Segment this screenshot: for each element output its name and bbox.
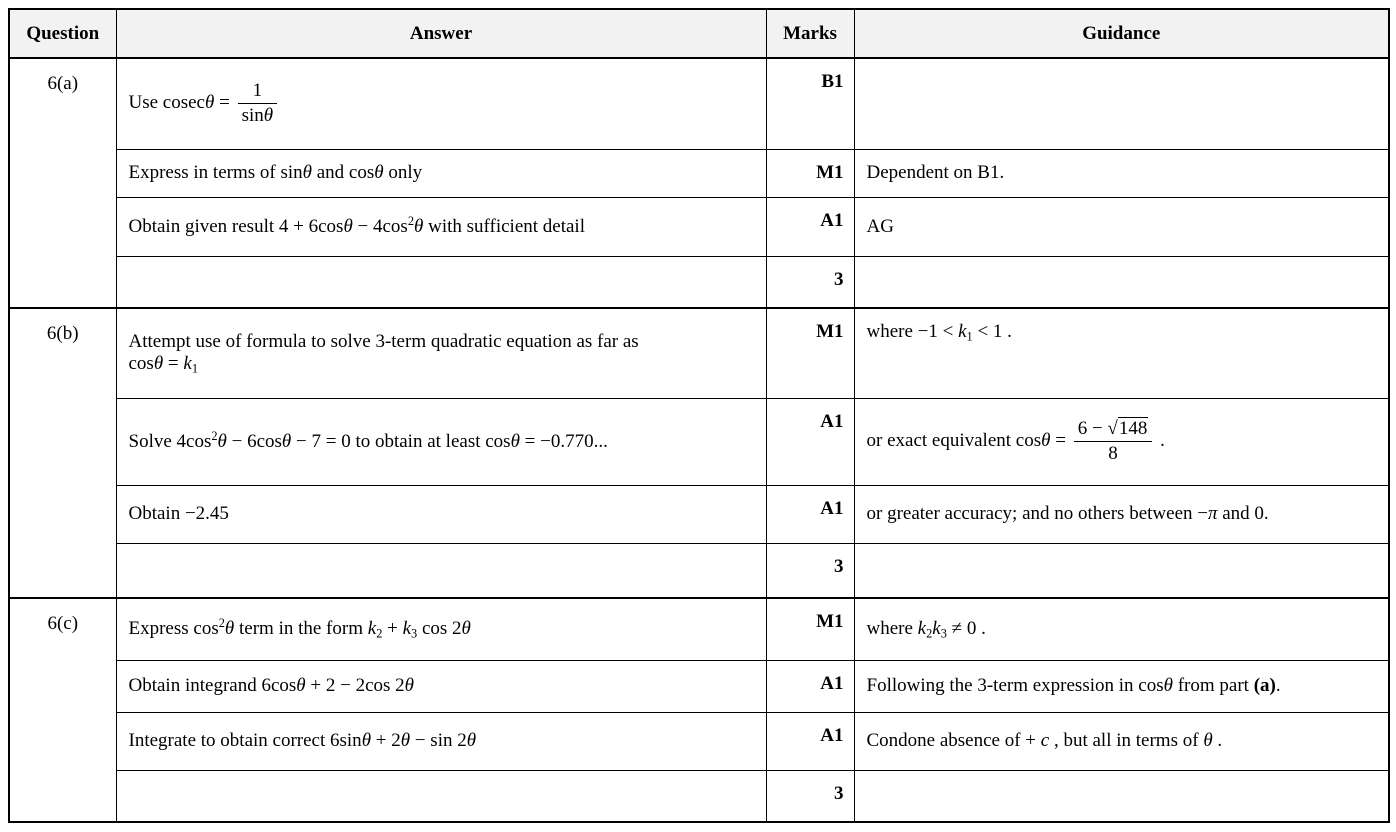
marks-cell: A1 (766, 197, 854, 256)
guidance-cell (854, 58, 1389, 149)
marks-cell: M1 (766, 149, 854, 197)
marks-total-cell: 3 (766, 256, 854, 308)
question-label-6a: 6(a) (9, 58, 116, 308)
marks-cell: A1 (766, 485, 854, 543)
total-row (9, 256, 1389, 308)
table-row (9, 485, 1389, 543)
question-label-6b: 6(b) (9, 308, 116, 598)
marks-cell: A1 (766, 398, 854, 485)
marks-total-cell: 3 (766, 770, 854, 822)
answer-cell: Obtain given result $4 + 6\cos\theta - 4\cos^2\theta$ with sufficient detail (116, 197, 766, 256)
table-row (9, 660, 1389, 712)
header-question: Question (9, 9, 116, 58)
guidance-cell: where $k_2k_3 \ne 0$ . (854, 598, 1389, 660)
guidance-cell: Following the 3-term expression in cosθ from part (a). (854, 660, 1389, 712)
table-row (9, 58, 1389, 149)
question-label-6c: 6(c) (9, 598, 116, 822)
answer-cell: Obtain −2.45 (116, 485, 766, 543)
answer-cell (116, 770, 766, 822)
guidance-cell: or greater accuracy; and no others between −π and 0. (854, 485, 1389, 543)
header-answer: Answer (116, 9, 766, 58)
table-row (9, 598, 1389, 660)
guidance-cell: AG (854, 197, 1389, 256)
marks-total-cell: 3 (766, 543, 854, 598)
guidance-cell (854, 770, 1389, 822)
answer-cell: Integrate to obtain correct 6sinθ + 2θ − sin 2θ (116, 712, 766, 770)
guidance-cell: or exact equivalent cosθ = $\frac{6 - √148}{8}$ . (854, 398, 1389, 485)
guidance-cell (854, 256, 1389, 308)
marks-cell: M1 (766, 598, 854, 660)
answer-cell (116, 543, 766, 598)
header-guidance: Guidance (854, 9, 1389, 58)
answer-cell: Solve $4\cos^2\theta - 6\cos\theta - 7 = 0$ to obtain at least cosθ = −0.770... (116, 398, 766, 485)
table-row (9, 197, 1389, 256)
answer-cell: Express in terms of sinθ and cosθ only (116, 149, 766, 197)
marks-cell: M1 (766, 308, 854, 398)
table-row (9, 712, 1389, 770)
table-row (9, 149, 1389, 197)
table-row (9, 308, 1389, 398)
answer-cell: Express $\cos^2\theta$ term in the form $k_2 + k_3$ cos 2θ (116, 598, 766, 660)
guidance-cell (854, 543, 1389, 598)
answer-cell: Obtain integrand 6cosθ + 2 − 2cos 2θ (116, 660, 766, 712)
answer-cell: Use cosecθ = $\frac{1}{\sin\theta}$ (116, 58, 766, 149)
marks-cell: B1 (766, 58, 854, 149)
answer-cell: Attempt use of formula to solve 3-term quadratic equation as far as $\cos\theta = k_1$ (116, 308, 766, 398)
guidance-cell: where $-1 < k_1 < 1$ . (854, 308, 1389, 398)
table-row (9, 398, 1389, 485)
answer-cell (116, 256, 766, 308)
total-row (9, 770, 1389, 822)
marks-cell: A1 (766, 660, 854, 712)
marks-cell: A1 (766, 712, 854, 770)
mark-scheme-table (8, 8, 1390, 823)
guidance-cell: Dependent on B1. (854, 149, 1389, 197)
total-row (9, 543, 1389, 598)
header-row (9, 9, 1389, 58)
header-marks: Marks (766, 9, 854, 58)
guidance-cell: Condone absence of + c , but all in terms of θ . (854, 712, 1389, 770)
